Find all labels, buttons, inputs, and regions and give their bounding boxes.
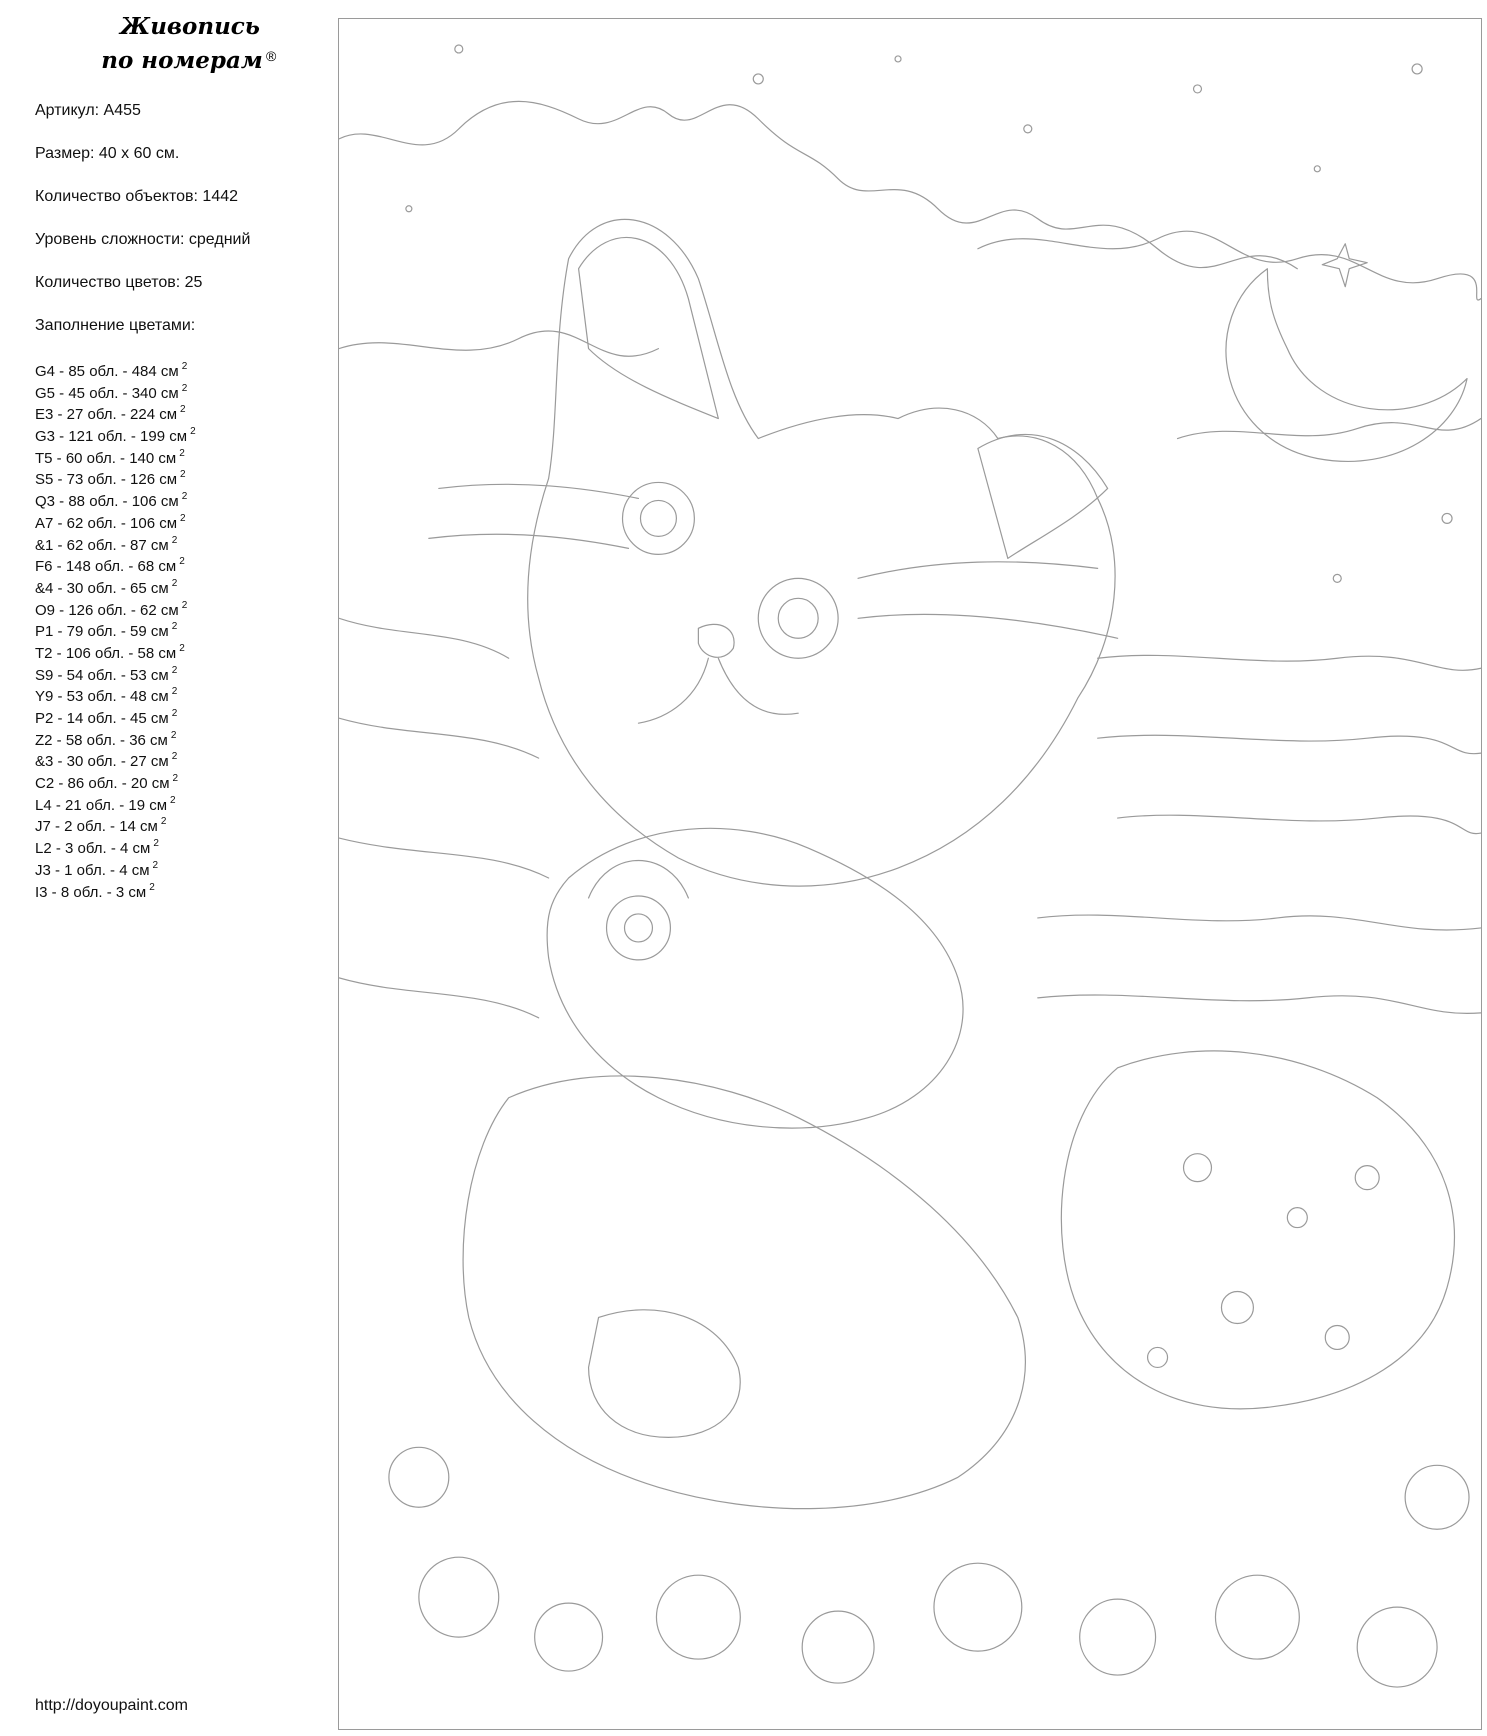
color-legend-item [35, 378, 325, 400]
kitten-eye [607, 896, 671, 960]
color-legend-item [35, 443, 325, 465]
legend-item-text: Y9 - 53 обл. - 48 см [35, 688, 169, 706]
colors-count: Количество цветов: 25 [35, 274, 203, 291]
canvas-size: Размер: 40 х 60 см. [35, 145, 180, 162]
color-legend-item [35, 681, 325, 706]
legend-item-text: A7 - 62 обл. - 106 см [35, 514, 178, 532]
moon-crescent [1226, 269, 1467, 462]
brand-logo [90, 10, 290, 78]
star-speck [1024, 125, 1032, 133]
cat-body-outline [463, 1076, 1025, 1509]
fur-stroke [339, 618, 549, 1018]
cat-mouth [638, 658, 798, 723]
brand-line-2: по номерам [101, 47, 263, 74]
flower-clump [1080, 1599, 1156, 1675]
legend-item-text: &3 - 30 обл. - 27 см [35, 753, 169, 771]
legend-item-unit-power: 2 [171, 751, 178, 763]
cloud-line [978, 231, 1481, 300]
flower-clump [389, 1447, 449, 1507]
flower-clump [656, 1575, 740, 1659]
color-legend-item [35, 746, 325, 771]
legend-item-unit-power: 2 [181, 361, 188, 372]
fur-stroke [1038, 915, 1481, 1013]
pebble [1184, 1154, 1212, 1182]
legend-item-text: L4 - 21 обл. - 19 см [35, 796, 168, 814]
brand-line-1: Живопись [120, 13, 260, 40]
color-legend-item [35, 703, 325, 725]
flower-clump [1215, 1575, 1299, 1659]
color-legend-item [35, 530, 325, 552]
pebble [1325, 1325, 1349, 1349]
legend-item-text: G4 - 85 обл. - 484 см [35, 363, 179, 380]
color-legend-item [35, 768, 325, 793]
legend-item-unit-power: 2 [170, 794, 176, 806]
color-legend-item [35, 725, 325, 747]
legend-item-unit-power: 2 [171, 534, 178, 546]
legend-item-text: G3 - 121 обл. - 199 см [35, 428, 188, 446]
star-speck [1314, 166, 1320, 172]
color-legend-item [35, 551, 325, 576]
color-legend-item [35, 833, 325, 858]
color-legend-item [35, 464, 325, 489]
pebble [1148, 1347, 1168, 1367]
color-fill-title: Заполнение цветами: [35, 317, 196, 334]
legend-item-text: &4 - 30 обл. - 65 см [35, 579, 169, 597]
color-legend-item [35, 790, 325, 812]
fur-stroke [1098, 655, 1481, 833]
star-speck [1412, 64, 1422, 74]
color-legend-item [35, 616, 325, 641]
info-sidebar [0, 0, 330, 1736]
legend-item-unit-power: 2 [180, 512, 186, 524]
legend-item-unit-power: 2 [171, 577, 178, 589]
color-legend-item [35, 486, 325, 511]
flower-clump [1357, 1607, 1437, 1687]
star-speck [895, 56, 901, 62]
star-speck [406, 206, 412, 212]
difficulty-level: Уровень сложности: средний [35, 231, 251, 248]
cloud-line [1178, 419, 1481, 439]
website-url: http://doyoupaint.com [35, 1697, 188, 1714]
coloring-canvas [338, 18, 1482, 1730]
kitten-ear [589, 861, 689, 898]
pebble [1287, 1208, 1307, 1228]
legend-item-unit-power: 2 [160, 816, 167, 828]
kitten-head-outline [547, 828, 963, 1128]
cloud-line [339, 331, 658, 356]
color-legend-item [35, 508, 325, 530]
legend-item-text: S9 - 54 обл. - 53 см [35, 666, 169, 684]
legend-item-unit-power: 2 [171, 686, 178, 698]
legend-item-text: O9 - 126 обл. - 62 см [35, 601, 179, 619]
legend-item-text: T5 - 60 обл. - 140 см [35, 449, 177, 467]
legend-item-text: P1 - 79 обл. - 59 см [35, 623, 169, 641]
color-legend-item [35, 877, 325, 899]
color-legend-item [35, 660, 325, 682]
legend-item-unit-power: 2 [179, 447, 185, 459]
pebble [1355, 1166, 1379, 1190]
cat-ear [978, 434, 1108, 558]
cat-ear [579, 237, 719, 418]
legend-item-unit-power: 2 [171, 621, 178, 633]
color-legend-item [35, 595, 325, 617]
flower-clump [535, 1603, 603, 1671]
color-legend-item [35, 399, 325, 424]
color-legend-item [35, 421, 325, 446]
star-speck [1333, 574, 1341, 582]
legend-item-text: Z2 - 58 обл. - 36 см [35, 731, 168, 749]
flower-clump [1405, 1465, 1469, 1529]
legend-item-text: S5 - 73 обл. - 126 см [35, 471, 178, 489]
legend-item-unit-power: 2 [181, 382, 188, 394]
legend-item-text: E3 - 27 обл. - 224 см [35, 406, 178, 424]
objects-count: Количество объектов: 1442 [35, 188, 239, 205]
legend-item-unit-power: 2 [180, 469, 186, 481]
legend-item-unit-power: 2 [179, 556, 185, 568]
legend-item-unit-power: 2 [181, 599, 188, 611]
cat-eye [623, 482, 695, 554]
star-speck [753, 74, 763, 84]
article-number: Артикул: A455 [35, 102, 141, 119]
color-legend-item [35, 573, 325, 595]
legend-item-text: P2 - 14 обл. - 45 см [35, 710, 169, 727]
legend-item-text: F6 - 148 обл. - 68 см [35, 558, 177, 576]
color-legend-item [35, 811, 325, 836]
legend-item-text: T2 - 106 обл. - 58 см [35, 644, 177, 662]
legend-item-unit-power: 2 [171, 664, 178, 676]
kitten-eye [625, 914, 653, 942]
cat-eye [758, 578, 838, 658]
cat-whisker [429, 484, 1118, 638]
cloud-line [339, 101, 1297, 268]
flower-clump [934, 1563, 1022, 1651]
legend-item-unit-power: 2 [153, 838, 159, 850]
registered-mark: ® [266, 48, 277, 64]
star-speck [1194, 85, 1202, 93]
color-legend-item [35, 855, 325, 877]
legend-item-text: C2 - 86 обл. - 20 см [35, 775, 170, 793]
legend-item-text: &1 - 62 обл. - 87 см [35, 536, 169, 554]
cat-eye [778, 598, 818, 638]
color-legend-item [35, 356, 325, 378]
color-legend-item [35, 638, 325, 660]
legend-item-text: I3 - 8 обл. - 3 см [35, 883, 147, 901]
legend-item-text: G5 - 45 обл. - 340 см [35, 384, 179, 402]
paw-outline [1061, 1051, 1454, 1409]
flower-clump [802, 1611, 874, 1683]
legend-item-unit-power: 2 [179, 642, 185, 654]
legend-item-unit-power: 2 [152, 859, 159, 871]
legend-item-unit-power: 2 [170, 729, 177, 741]
star-speck [455, 45, 463, 53]
line-art-drawing [339, 19, 1481, 1729]
legend-item-text: Q3 - 88 обл. - 106 см [35, 493, 179, 511]
legend-item-text: J3 - 1 обл. - 4 см [35, 861, 150, 879]
paw-outline [589, 1310, 741, 1438]
cat-head-outline [528, 219, 1115, 886]
legend-item-unit-power: 2 [171, 708, 178, 719]
cat-eye [640, 500, 676, 536]
cat-nose [698, 624, 734, 657]
legend-item-unit-power: 2 [149, 881, 155, 893]
flower-clump [419, 1557, 499, 1637]
legend-item-unit-power: 2 [181, 491, 188, 503]
legend-item-unit-power: 2 [180, 404, 186, 416]
star-speck [1442, 513, 1452, 523]
product-info [35, 100, 325, 901]
color-legend-list [35, 356, 325, 901]
legend-item-text: J7 - 2 обл. - 14 см [35, 818, 158, 836]
star [1322, 244, 1367, 287]
legend-item-unit-power: 2 [172, 773, 179, 785]
pebble [1221, 1292, 1253, 1324]
legend-item-text: L2 - 3 обл. - 4 см [35, 840, 151, 858]
legend-item-unit-power: 2 [190, 426, 196, 438]
